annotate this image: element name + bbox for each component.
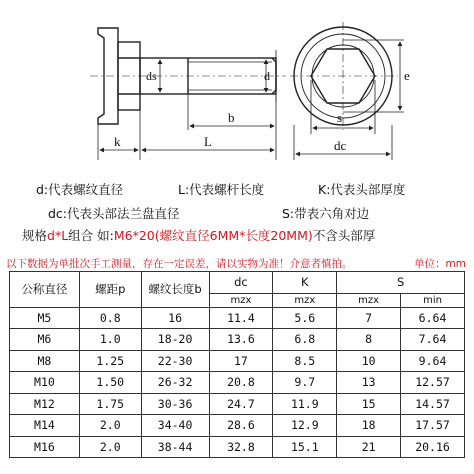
table-row xyxy=(10,393,465,415)
cell-pitch: 2.0 xyxy=(79,436,141,458)
cell-s-max: 7 xyxy=(337,307,401,329)
cell-k: 5.6 xyxy=(273,307,337,329)
cell-s-max: 8 xyxy=(337,329,401,351)
cell-s-max: 10 xyxy=(337,350,401,372)
desc-K: K:代表头部厚度 xyxy=(318,182,406,197)
header-s: S xyxy=(337,272,465,294)
header-s-min: min xyxy=(401,293,465,307)
header-k: K xyxy=(273,272,337,294)
dim-k-label: k xyxy=(114,134,121,149)
cell-s-min: 14.57 xyxy=(401,393,465,415)
cell-s-max: 21 xyxy=(337,436,401,458)
table-row xyxy=(10,307,465,329)
cell-dc: 32.8 xyxy=(209,436,273,458)
cell-dc: 28.6 xyxy=(209,415,273,437)
cell-k: 12.9 xyxy=(273,415,337,437)
cell-dc: 20.8 xyxy=(209,372,273,394)
cell-s-min: 6.64 xyxy=(401,307,465,329)
header-k-max: mzx xyxy=(273,293,337,307)
dim-d-label: d xyxy=(264,69,270,83)
table-row xyxy=(10,436,465,458)
table-row xyxy=(10,350,465,372)
cell-name: M5 xyxy=(10,307,80,329)
unit-label: 单位：mm xyxy=(414,258,466,270)
cell-name: M12 xyxy=(10,393,80,415)
measurement-note xyxy=(6,256,468,271)
spec-suffix: 不含头部厚 xyxy=(312,228,376,243)
cell-pitch: 1.0 xyxy=(79,329,141,351)
header-nominal-diameter: 公称直径 xyxy=(10,272,80,308)
cell-s-max: 13 xyxy=(337,372,401,394)
cell-pitch: 1.50 xyxy=(79,372,141,394)
cell-length: 18-20 xyxy=(141,329,209,351)
cell-s-min: 7.64 xyxy=(401,329,465,351)
header-s-max: mzx xyxy=(337,293,401,307)
cell-dc: 17 xyxy=(209,350,273,372)
cell-s-min: 9.64 xyxy=(401,350,465,372)
cell-k: 6.8 xyxy=(273,329,337,351)
cell-k: 15.1 xyxy=(273,436,337,458)
cell-pitch: 2.0 xyxy=(79,415,141,437)
cell-k: 9.7 xyxy=(273,372,337,394)
cell-s-max: 18 xyxy=(337,415,401,437)
cell-name: M8 xyxy=(10,350,80,372)
cell-pitch: 1.25 xyxy=(79,350,141,372)
cell-length: 34-40 xyxy=(141,415,209,437)
spec-prefix: 规格 xyxy=(22,228,48,243)
cell-s-min: 12.57 xyxy=(401,372,465,394)
spec-formula: d*L xyxy=(47,228,69,243)
header-pitch: 螺距p xyxy=(79,272,141,308)
spec-table xyxy=(9,271,465,458)
cell-s-min: 17.57 xyxy=(401,415,465,437)
cell-k: 11.9 xyxy=(273,393,337,415)
spec-example: M6*20(螺纹直径6MM*长度20MM) xyxy=(113,228,313,243)
spec-mid: 组合 如: xyxy=(68,228,114,243)
side-view-dimensions xyxy=(98,50,276,160)
end-view xyxy=(290,22,398,130)
dim-dc-label: dc xyxy=(334,138,347,153)
cell-name: M14 xyxy=(10,415,80,437)
end-view-dimensions xyxy=(294,40,404,160)
desc-dc: dc:代表头部法兰盘直径 xyxy=(48,206,180,221)
header-thread-length: 螺纹长度b xyxy=(141,272,209,308)
cell-dc: 11.4 xyxy=(209,307,273,329)
cell-length: 38-44 xyxy=(141,436,209,458)
dim-L-label: L xyxy=(204,134,212,149)
cell-pitch: 0.8 xyxy=(79,307,141,329)
cell-s-min: 20.16 xyxy=(401,436,465,458)
cell-dc: 13.6 xyxy=(209,329,273,351)
cell-length: 26-32 xyxy=(141,372,209,394)
bolt-technical-drawing xyxy=(0,0,474,175)
cell-name: M10 xyxy=(10,372,80,394)
dim-b-label: b xyxy=(228,110,235,125)
header-dc: dc xyxy=(209,272,273,294)
header-dc-max: mzx xyxy=(209,293,273,307)
note-text: 以下数据为单批次手工测量，存在一定误差，请以实物为准！介意者慎拍。 xyxy=(6,258,353,270)
dim-e-label: e xyxy=(404,68,410,83)
cell-length: 22-30 xyxy=(141,350,209,372)
desc-L: L:代表螺杆长度 xyxy=(178,182,265,197)
table-row xyxy=(10,372,465,394)
desc-S: S:带表六角对边 xyxy=(282,206,370,221)
table-row xyxy=(10,415,465,437)
dim-s-label: s xyxy=(337,110,343,125)
cell-s-max: 15 xyxy=(337,393,401,415)
dim-ds-label: ds xyxy=(146,69,157,83)
cell-dc: 24.7 xyxy=(209,393,273,415)
cell-name: M16 xyxy=(10,436,80,458)
desc-d: d:代表螺纹直径 xyxy=(36,182,124,197)
cell-name: M6 xyxy=(10,329,80,351)
cell-pitch: 1.75 xyxy=(79,393,141,415)
cell-k: 8.5 xyxy=(273,350,337,372)
table-row xyxy=(10,329,465,351)
cell-length: 30-36 xyxy=(141,393,209,415)
cell-length: 16 xyxy=(141,307,209,329)
desc-spec xyxy=(22,226,375,244)
